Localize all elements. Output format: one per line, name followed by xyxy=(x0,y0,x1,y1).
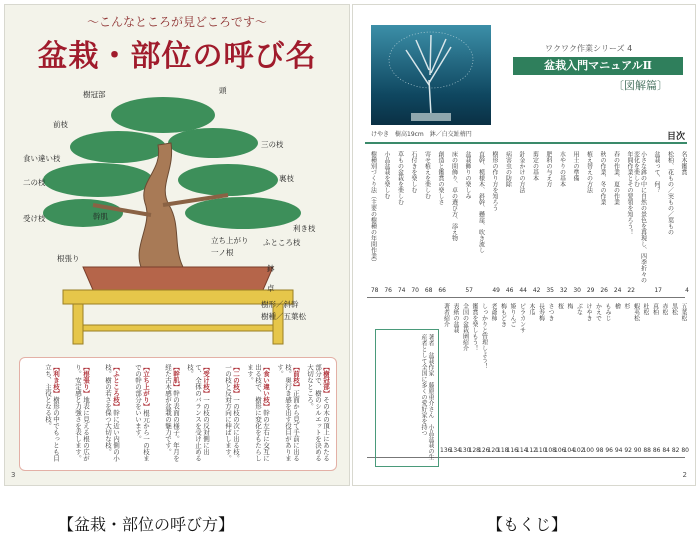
toc-page-number: 30 xyxy=(573,287,581,294)
toc-page-number: 110 xyxy=(535,447,547,454)
toc-entry: 松柏、花もの／実もの／葉もの xyxy=(666,151,674,235)
label-tachiagari: 立ち上がり xyxy=(211,236,249,245)
toc-entry: しっかりと管理しよう！ xyxy=(480,303,488,369)
bonsai-drawing xyxy=(23,85,337,365)
toc-entry: 針金かけの方法 xyxy=(518,151,525,193)
toc-page-number: 70 xyxy=(411,287,419,294)
toc-page-number: 22 xyxy=(627,287,635,294)
toc-page-number: 80 xyxy=(681,447,689,454)
glossary-box xyxy=(19,357,337,471)
toc-entry: 姫りんご xyxy=(509,303,516,327)
toc-page-number: 42 xyxy=(532,287,541,294)
toc-page-number: 118 xyxy=(497,447,509,454)
manual-subtitle: 〔図解篇〕 xyxy=(613,79,668,92)
toc-entry: 草もの盆栽を楽しむ xyxy=(396,151,404,205)
toc-page-number: 68 xyxy=(424,287,433,294)
label-third: 三の枝 xyxy=(261,140,284,149)
toc-entry: 樹種別づくり法（主要の樹種の年間作業） xyxy=(369,151,377,265)
toc-page-number: 29 xyxy=(586,287,595,294)
toc-page-number: 17 xyxy=(654,287,662,294)
label-shushu: 樹種／五葉松 xyxy=(261,312,306,321)
right-page-toc xyxy=(352,4,696,486)
toc-entry: 梅もどき xyxy=(499,303,507,327)
glossary-col: 【食い違い枝】幹の左右に交互に出る枝で、樹形に変化をもたらします。 xyxy=(246,364,270,462)
toc-page-number: 96 xyxy=(605,447,613,454)
toc-entry: 五葉松 xyxy=(680,303,687,321)
toc-page-number: 112 xyxy=(525,447,537,454)
toc-page-number: 130 xyxy=(459,447,471,454)
toc-entry: 全国の盆栽園紹介 xyxy=(461,303,469,351)
zelkova-tree-image xyxy=(371,25,491,125)
toc-page-number: 134 xyxy=(449,447,461,454)
toc-entry: 著者紹介 xyxy=(442,303,450,327)
toc-page-number: 24 xyxy=(613,287,622,294)
stand-rail xyxy=(83,325,273,331)
toc-page-number: 4 xyxy=(685,287,689,294)
toc-entry: もみじ xyxy=(604,303,611,321)
toc-page-number: 102 xyxy=(573,447,585,454)
toc-page-number: 92 xyxy=(624,447,632,454)
toc-entry: 植え替えの方法 xyxy=(585,151,593,193)
toc-page-number: 82 xyxy=(671,447,680,454)
toc-entry: 黒松 xyxy=(670,303,678,315)
page-kicker: 〜こんなところが見どころです〜 xyxy=(87,15,267,29)
toc-entry: 石付きを楽しむ xyxy=(410,151,417,193)
glossary-col: 【ふところ枝】幹に近い内側の小枝。樹の若さを保つ大切な枝。 xyxy=(104,364,120,462)
author-profile-text: 著者 盆栽作家 藤原重介さん 小品盆栽の生産者として全国に多くの愛好家を持つ xyxy=(420,334,434,460)
bonsai-illustration xyxy=(23,85,337,365)
toc-entry: 名木鑑賞 xyxy=(680,151,687,175)
label-trunk: 幹肌 xyxy=(93,212,108,221)
toc-page-number: 114 xyxy=(516,447,528,454)
toc-heading: 目次 xyxy=(666,132,685,142)
label-front-branch: 前枝 xyxy=(53,120,68,129)
foliage-back xyxy=(178,164,278,196)
toc-entry: 長寿梅 xyxy=(537,303,545,321)
label-ne: 一ノ根 xyxy=(211,248,234,257)
toc-page-number: 106 xyxy=(554,447,566,454)
glossary-col: 【二の枝】一の枝の次に出る枝。一の枝と反対方向に伸ばします。 xyxy=(224,364,240,462)
glossary-col: 【受け枝】一の枝の反対側に出て、全体のバランスを受け止める枝。 xyxy=(186,364,210,462)
toc-page-number: 44 xyxy=(519,287,527,294)
toc-page-number: 46 xyxy=(505,287,514,294)
toc-entry: 梅 xyxy=(566,303,573,309)
toc-page-number: 104 xyxy=(563,447,575,454)
stand-leg-right xyxy=(273,304,283,344)
label-second: 二の枝 xyxy=(23,178,46,187)
toc-entry: 小品盆栽を楽しむ xyxy=(383,151,390,199)
toc-page-number: 120 xyxy=(487,447,499,454)
toc-entry: 赤松 xyxy=(661,303,668,315)
toc-page-number: 76 xyxy=(384,287,392,294)
toc-entry: 表紙の盆栽 xyxy=(452,303,459,333)
glossary-col: 【幹肌】幹の表面の様子。年月を経た古木感が盆栽の魅力です。 xyxy=(164,364,180,462)
toc-entry: 床の間飾り、卓の選び方、添え物 xyxy=(450,151,458,241)
toc-entry: 用土の準備 xyxy=(572,151,579,181)
toc-entry: 木瓜 xyxy=(528,303,535,315)
toc-entry: 年間作業とその要領を知ろう！ xyxy=(626,151,633,235)
toc-entry: 秋の作業、冬の作業 xyxy=(599,151,606,205)
toc-page-number: 49 xyxy=(492,287,500,294)
toc-page-number: 100 xyxy=(582,447,594,454)
page-number: 3 xyxy=(11,471,16,479)
toc-entry: 寄せ植えを楽しむ xyxy=(423,151,431,199)
glossary-col: 【樹冠部】その木の頂上にあたる部分で、樹のシルエットを決める大切なところ。 xyxy=(306,364,330,462)
toc-divider-upper xyxy=(367,297,685,298)
toc-rule xyxy=(365,142,687,144)
toc-page-number: 78 xyxy=(370,287,379,294)
label-kiki: 利き枝 xyxy=(293,224,316,233)
toc-entry: 樹形の作り方を知ろう xyxy=(491,151,498,211)
toc-page-number: 108 xyxy=(544,447,556,454)
toc-entry: 鑑賞を楽しもう！ xyxy=(471,303,478,351)
toc-page-number: 116 xyxy=(506,447,518,454)
toc-page-number: 66 xyxy=(438,287,446,294)
glossary-col: 【利き枝】樹形の中でもっとも目立ち、主役となる枝。 xyxy=(44,364,60,462)
toc-entry: 老爺柿 xyxy=(490,303,497,321)
bonsai-photo xyxy=(371,25,491,125)
toc-entry: 真柏 xyxy=(651,303,659,315)
caption-right: 【もくじ】 xyxy=(487,515,568,534)
toc-entry: 盆栽って、何？ xyxy=(653,151,660,193)
trunk xyxy=(139,143,183,267)
toc-page-number: 88 xyxy=(643,447,651,454)
toc-entry: 盆栽飾りの楽しみ xyxy=(464,151,471,199)
toc-entry: 檜 xyxy=(613,303,621,309)
label-apex: 頭 xyxy=(219,86,227,95)
left-page-diagram xyxy=(4,4,350,486)
toc-entry: 蝦夷松 xyxy=(632,303,640,321)
toc-page-number: 26 xyxy=(600,287,608,294)
author-profile-box xyxy=(375,329,439,467)
glossary-col: 【前枝】正面から見て手前に出る枝。奥行き感を出す役目があります。 xyxy=(276,364,300,462)
foliage-second xyxy=(43,163,153,197)
toc-entry: ピラカンサ xyxy=(518,303,526,333)
foliage-third xyxy=(168,128,258,158)
toc-entry: 杜松 xyxy=(642,303,649,315)
label-nebari: 根張り xyxy=(57,254,80,263)
toc-page-number: 86 xyxy=(652,447,661,454)
page-title: 盆栽・部位の呼び名 xyxy=(37,39,317,74)
toc-page-number: 74 xyxy=(397,287,406,294)
toc-entry: 桜 xyxy=(556,303,564,309)
label-pot: 鉢 xyxy=(267,264,275,273)
glossary-col: 【根張り】地表に見える根の広がり。安定感と力強さを表します。 xyxy=(74,364,90,462)
toc-entry: さつき xyxy=(547,303,554,321)
toc-entry: 肥料の与え方 xyxy=(545,151,552,187)
toc-page-number: 98 xyxy=(595,447,604,454)
label-ukeeda: 受け枝 xyxy=(23,214,46,223)
toc-page-number: 84 xyxy=(662,447,670,454)
label-back: 裏枝 xyxy=(279,174,294,183)
toc-page-number: 32 xyxy=(559,287,568,294)
toc-entry: 直幹、模様木、斜幹、懸崖、吹き流し xyxy=(477,151,485,253)
toc-entry: 剪定の基本 xyxy=(531,151,539,181)
toc-page-number: 128 xyxy=(468,447,480,454)
toc-entry: 創造と鑑賞の楽しさ xyxy=(437,151,444,205)
label-futokoro: ふところ枝 xyxy=(263,238,301,247)
stand-top xyxy=(63,290,293,304)
toc-entry: けやき xyxy=(585,303,592,321)
label-kuichigai: 食い違い枝 xyxy=(23,154,61,163)
label-head: 樹冠部 xyxy=(83,90,106,99)
toc-entry: 春の作業、夏の作業 xyxy=(612,151,620,205)
toc-entry: 水やりの基本 xyxy=(558,151,566,187)
toc-page-number: 136 xyxy=(440,447,452,454)
label-jushu: 樹形／斜幹 xyxy=(261,300,299,309)
toc-page-number: 90 xyxy=(633,447,642,454)
foliage-front xyxy=(70,131,166,163)
foliage-apex xyxy=(111,97,215,133)
toc-page-number: 57 xyxy=(465,287,473,294)
toc-entry: 小さな鉢の中に自然の景色を再現し、四季折々の変化を楽しむ xyxy=(632,151,647,283)
toc-entry: ぶな xyxy=(575,303,583,315)
toc-page-number: 35 xyxy=(546,287,554,294)
toc-entry: かえで xyxy=(594,303,602,321)
foliage-kiki xyxy=(185,197,301,229)
toc-page-number: 94 xyxy=(614,447,623,454)
series-name: ワクワク作業シリーズ 4 xyxy=(545,44,633,53)
manual-title: 盆栽入門マニュアルⅡ xyxy=(513,57,683,75)
pot xyxy=(83,267,273,290)
photo-caption: けやき 樹高19cm 鉢／白交趾楕円 xyxy=(371,131,472,138)
toc-entry: 杉 xyxy=(623,303,630,309)
foliage-uke xyxy=(43,199,123,227)
label-stand: 卓 xyxy=(267,284,275,293)
toc-page-number: 126 xyxy=(478,447,490,454)
stand-leg-left xyxy=(73,304,83,344)
caption-left: 【盆栽・部位の呼び方】 xyxy=(58,515,235,534)
glossary-col: 【立ち上がり】根元から一の枝までの幹の部分をいいます。 xyxy=(134,364,150,462)
page-number: 2 xyxy=(682,471,687,479)
toc-entry: 病害虫の防除 xyxy=(504,151,512,187)
